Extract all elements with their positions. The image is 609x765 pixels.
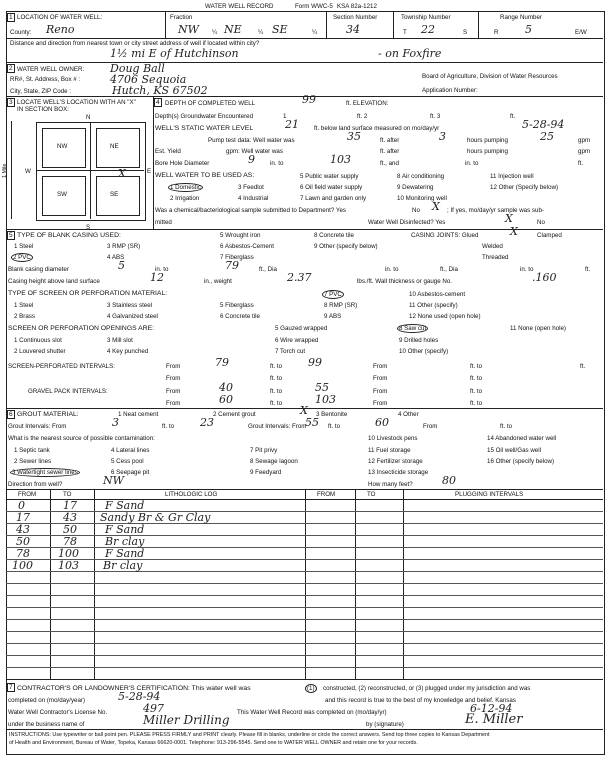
grout-bentonite[interactable]: 3 Bentonite xyxy=(316,411,348,418)
log-rule xyxy=(6,511,603,512)
grout-int-label-2: Grout Intervals: From xyxy=(248,423,307,430)
screen-asbestos[interactable]: 10 Asbestos-cement xyxy=(409,291,466,298)
grout-label: GROUT MATERIAL: xyxy=(17,411,79,418)
chem-tail: ; If yes, mo/day/yr sample was sub- xyxy=(447,207,544,214)
log-desc[interactable]: Br clay xyxy=(103,559,143,572)
location-label: LOCATION OF WATER WELL: xyxy=(17,14,103,21)
business-name[interactable]: Miller Drilling xyxy=(143,713,230,727)
casing-in-to-3: in. to xyxy=(520,266,534,273)
src-cesspool[interactable]: 5 Cess pool xyxy=(111,458,144,465)
static-tail: ft. below land surface measured on mo/day/yr xyxy=(314,125,440,132)
log-from[interactable]: 43 xyxy=(16,523,30,536)
section-number-3: 3 xyxy=(9,99,13,106)
section-number-1: 1 xyxy=(9,14,13,21)
gp2-from[interactable]: 60 xyxy=(219,393,233,406)
joints-clamped[interactable]: Clamped xyxy=(537,232,562,239)
west-label: W xyxy=(25,168,31,175)
owner-address[interactable]: 4706 Sequoia xyxy=(110,73,187,86)
gw-3: ft. 3 xyxy=(430,113,441,120)
grout-i2-to[interactable]: 60 xyxy=(375,416,389,429)
log-rule xyxy=(6,607,603,608)
log-desc[interactable]: F Sand xyxy=(105,499,145,512)
casing-pvc-text: 2 PVC xyxy=(13,254,31,261)
section-label: Section Number xyxy=(333,14,378,21)
direction-value[interactable]: NW xyxy=(103,474,124,487)
casing-asbestos[interactable]: 6 Asbestos-Cement xyxy=(220,243,274,250)
distance-label: Distance and direction from nearest town or city street address of well if located within city? xyxy=(10,40,260,47)
log-rule xyxy=(6,547,603,548)
use-feedlot[interactable]: 3 Feedlot xyxy=(238,184,264,191)
gpm-label: gpm xyxy=(578,137,591,144)
grout-i1-from[interactable]: 3 xyxy=(112,416,119,429)
spi-from-label-4: From xyxy=(373,375,388,382)
screen-brass[interactable]: 2 Brass xyxy=(14,313,35,320)
casing-ft-dia-2: ft., Dia xyxy=(440,266,458,273)
gp-label: GRAVEL PACK INTERVALS: xyxy=(28,388,108,395)
casing-to[interactable]: 79 xyxy=(225,259,239,272)
cert-opt-tail: constructed, (2) reconstructed, or (3) plugged under my jurisdiction and was xyxy=(323,685,531,692)
contamination-label: What is the nearest source of possible contamination: xyxy=(8,435,155,442)
pump-after: ft. after xyxy=(380,137,400,144)
log-desc[interactable]: F Sand xyxy=(105,547,145,560)
src-watertight-text: 3 Watertight sewer lines xyxy=(12,469,78,476)
opening-mill[interactable]: 3 Mill slot xyxy=(107,337,133,344)
casing-ft-dia: ft., Dia xyxy=(259,266,277,273)
gp-from-label-3: From xyxy=(166,400,181,407)
board-label: Board of Agriculture, Division of Water Resources xyxy=(422,73,558,80)
casing-diam-label: Blank casing diameter xyxy=(8,266,69,273)
src-feedyard[interactable]: 9 Feedyard xyxy=(250,469,282,476)
bore-to[interactable]: 103 xyxy=(330,153,351,166)
spi-from-label: From xyxy=(166,363,181,370)
static-level-label: WELL'S STATIC WATER LEVEL xyxy=(155,125,254,132)
casing-in-to: in. to xyxy=(155,266,169,273)
depth-label: DEPTH OF COMPLETED WELL xyxy=(165,100,256,107)
log-desc[interactable]: Sandy Br & Gr Clay xyxy=(100,511,211,524)
completed-tail: and this record is true to the best of my knowledge and belief. Kansas xyxy=(325,697,516,704)
src-lateral[interactable]: 4 Lateral lines xyxy=(111,447,150,454)
quad-nw: NW xyxy=(57,143,68,150)
cert-opt1[interactable] xyxy=(305,685,317,692)
src-oilgas[interactable]: 15 Oil well/Gas well xyxy=(487,447,541,454)
log-rule xyxy=(6,631,603,632)
log-desc[interactable]: Br clay xyxy=(105,535,145,548)
spi-ft-to-4: ft. to xyxy=(470,375,483,382)
log-rule xyxy=(6,595,603,596)
spi-from-label-3: From xyxy=(166,375,181,382)
county-label: County: xyxy=(10,29,32,36)
log-rule xyxy=(6,655,603,656)
opening-key[interactable]: 4 Key punched xyxy=(107,348,149,355)
chem-no[interactable]: No xyxy=(412,207,420,214)
elevation-label: ft. ELEVATION: xyxy=(346,100,389,107)
signature[interactable]: E. Miller xyxy=(465,712,523,727)
spi-from-label-2: From xyxy=(373,363,388,370)
opening-saw-text: 8 Saw cut xyxy=(399,325,427,332)
application-label: Application Number: xyxy=(422,87,478,94)
casing-pvc[interactable] xyxy=(11,254,33,261)
gp-from-label-2: From xyxy=(373,388,388,395)
casing-fiberglass[interactable]: 7 Fiberglass xyxy=(220,254,254,261)
screen-concrete[interactable]: 6 Concrete tile xyxy=(220,313,260,320)
screen-other[interactable]: 11 Other (specify) xyxy=(409,302,458,309)
static-date[interactable]: 5-28-94 xyxy=(522,118,565,131)
log-from[interactable]: 100 xyxy=(12,559,33,572)
completed-label: completed on (mo/day/year) xyxy=(8,697,86,704)
use-oilfield[interactable]: 6 Oil field water supply xyxy=(300,184,363,191)
log-rule xyxy=(6,619,603,620)
east-label: E xyxy=(147,168,152,175)
quarter-mark: ¼ xyxy=(258,29,264,36)
screen-pvc[interactable] xyxy=(322,291,344,298)
weight-lbs-label: lbs./ft. Wall thickness or gauge No. xyxy=(357,278,453,285)
grout-from-3: From xyxy=(423,423,438,430)
gp2-to[interactable]: 103 xyxy=(315,393,336,406)
record-label: This Water Well Record was completed on (mo/day/yr) xyxy=(237,709,387,716)
section-number-4: 4 xyxy=(156,99,160,106)
screen-none[interactable]: 12 None used (open hole) xyxy=(409,313,481,320)
gw-1: 1 xyxy=(283,113,287,120)
use-injection[interactable]: 11 Injection well xyxy=(490,173,534,180)
weight-value[interactable]: 2.37 xyxy=(287,271,312,284)
gp-ft-to-2: ft. to xyxy=(470,388,483,395)
quad-ne: NE xyxy=(110,143,119,150)
gp-from-label: From xyxy=(166,388,181,395)
pump-label: Pump test data: Well water was xyxy=(208,137,295,144)
spi-ft-to-3: ft. to xyxy=(270,375,283,382)
gp-ft-to-3: ft. to xyxy=(270,400,283,407)
src-septic[interactable]: 1 Septic tank xyxy=(14,447,50,454)
casing-diam[interactable]: 5 xyxy=(118,259,125,272)
distance-value-2[interactable]: - on Foxfire xyxy=(378,47,442,60)
bore-ft: ft. xyxy=(578,160,584,167)
section-number-5: 5 xyxy=(9,232,13,239)
range-r: R xyxy=(494,29,499,36)
fraction-3[interactable]: SE xyxy=(272,23,288,36)
fraction-2[interactable]: NE xyxy=(224,23,242,36)
bore-value[interactable]: 9 xyxy=(248,153,255,166)
src-livestock[interactable]: 10 Livestock pens xyxy=(368,435,418,442)
township-value[interactable]: 22 xyxy=(421,23,435,36)
screen-fiberglass[interactable]: 5 Fiberglass xyxy=(220,302,254,309)
opening-other[interactable]: 10 Other (specify) xyxy=(399,348,449,355)
use-domestic-text: 1 Domestic xyxy=(170,184,201,191)
gw-ft: ft. xyxy=(510,113,516,120)
gauge-value[interactable]: .160 xyxy=(532,271,557,284)
bore-in-to: in. to xyxy=(270,160,284,167)
quad-se: SE xyxy=(110,191,119,198)
chem-label: Was a chemical/bacteriological sample submitted to Department? Yes xyxy=(155,207,346,214)
casing-steel[interactable]: 1 Steel xyxy=(14,243,34,250)
spi-from[interactable]: 79 xyxy=(215,356,229,369)
log-to[interactable]: 17 xyxy=(63,499,77,512)
locate-label: LOCATE WELL'S LOCATION WITH AN "X" IN SECTION BOX: xyxy=(17,99,136,113)
hours-pumping-label: hours pumping xyxy=(467,137,508,144)
use-domestic[interactable] xyxy=(168,184,203,191)
chem-mitted: mitted xyxy=(155,219,172,226)
log-rule xyxy=(6,643,603,644)
cert-label: CONTRACTOR'S OR LANDOWNER'S CERTIFICATION: This water well was xyxy=(17,685,251,692)
src-sewer[interactable]: 2 Sewer lines xyxy=(14,458,52,465)
joints-glued-x[interactable]: X xyxy=(510,225,518,238)
quarter-mark: ¼ xyxy=(212,29,218,36)
log-from[interactable]: 50 xyxy=(16,535,30,548)
log-to[interactable]: 78 xyxy=(63,535,77,548)
pump-value[interactable]: 35 xyxy=(347,130,361,143)
plug-to-header: TO xyxy=(367,491,376,498)
src-insecticide[interactable]: 13 Insecticide storage xyxy=(368,469,429,476)
owner-name[interactable]: Doug Ball xyxy=(110,62,165,75)
log-rule xyxy=(6,583,603,584)
casing-ft: ft. xyxy=(585,266,591,273)
disinfected-x[interactable]: X xyxy=(505,212,513,225)
casing-wrought[interactable]: 5 Wrought iron xyxy=(220,232,261,239)
direction-label: Direction from well? xyxy=(8,481,63,488)
height-label: Casing height above land surface xyxy=(8,278,100,285)
opening-none[interactable]: 11 None (open hole) xyxy=(510,325,566,332)
groundwater-label: Depth(s) Groundwater Encountered xyxy=(155,113,254,120)
quad-sw: SW xyxy=(57,191,67,198)
src-fuel[interactable]: 11 Fuel storage xyxy=(368,447,411,454)
log-to-header: TO xyxy=(63,491,72,498)
range-label: Range Number xyxy=(500,14,542,21)
log-from[interactable]: 17 xyxy=(16,511,30,524)
use-label: WELL WATER TO BE USED AS: xyxy=(155,172,255,179)
log-to[interactable]: 43 xyxy=(63,511,77,524)
use-other[interactable]: 12 Other (Specify below) xyxy=(490,184,559,191)
quarter-mark: ¼ xyxy=(312,29,318,36)
city-label: City, State, ZIP Code : xyxy=(10,88,71,95)
static-level-value[interactable]: 21 xyxy=(285,118,299,131)
section-number-2: 2 xyxy=(9,65,13,72)
grout-cement[interactable]: 2 Cement grout xyxy=(213,411,256,418)
src-lagoon[interactable]: 8 Sewage lagoon xyxy=(250,458,298,465)
opening-continuous[interactable]: 1 Continuous slot xyxy=(14,337,62,344)
log-from[interactable]: 0 xyxy=(18,499,25,512)
gw-2: ft. 2 xyxy=(357,113,368,120)
south-label: S xyxy=(86,224,91,231)
height-value[interactable]: 12 xyxy=(150,271,164,284)
range-ew[interactable]: E/W xyxy=(575,29,587,36)
pump-hours[interactable]: 3 xyxy=(439,130,446,143)
plug-header: PLUGGING INTERVALS xyxy=(455,491,524,498)
cert-opt1-text: (1) xyxy=(307,685,315,692)
log-from-header: FROM xyxy=(18,491,37,498)
height-in-weight: in., weight xyxy=(204,278,232,285)
owner-label: WATER WELL OWNER: xyxy=(17,66,85,73)
feet-value[interactable]: 80 xyxy=(442,474,456,487)
use-dewatering[interactable]: 9 Dewatering xyxy=(397,184,434,191)
township-s: S xyxy=(463,29,468,36)
gp-ft-to: ft. to xyxy=(270,388,283,395)
screen-stainless[interactable]: 3 Stainless steel xyxy=(107,302,153,309)
joints-threaded[interactable]: Threaded xyxy=(482,254,509,261)
grout-bentonite-x[interactable]: X xyxy=(300,404,308,417)
spi-ft-to-2: ft. to xyxy=(470,363,483,370)
form-title: WATER WELL RECORD xyxy=(205,3,274,10)
grout-ft-to-3: ft. to xyxy=(500,423,513,430)
location-mark[interactable]: X xyxy=(118,167,126,180)
grout-ft-to-2: ft. to xyxy=(328,423,341,430)
src-other[interactable]: 16 Other (specify below) xyxy=(487,458,555,465)
src-privy[interactable]: 7 Pit privy xyxy=(250,447,278,454)
grout-int-label: Grout Intervals: From xyxy=(8,423,67,430)
spi-to[interactable]: 99 xyxy=(308,356,322,369)
use-ac[interactable]: 8 Air conditioning xyxy=(397,173,445,180)
completed-date[interactable]: 5-28-94 xyxy=(118,690,161,703)
opening-saw[interactable] xyxy=(397,325,428,332)
disinfected-no[interactable]: No xyxy=(537,219,545,226)
casing-rmp[interactable]: 3 RMP (SR) xyxy=(107,243,141,250)
casing-in-to-2: in. to xyxy=(385,266,399,273)
opening-gauzed[interactable]: 5 Gauzed wrapped xyxy=(275,325,328,332)
casing-abs[interactable]: 4 ABS xyxy=(107,254,125,261)
src-seepage[interactable]: 6 Seepage pit xyxy=(111,469,150,476)
ksa-number: KSA 82a-1212 xyxy=(337,3,377,10)
disinfected-label: Water Well Disinfected? Yes xyxy=(368,219,446,226)
gp-from-label-4: From xyxy=(373,400,388,407)
log-rule xyxy=(6,667,603,668)
grout-i1-to[interactable]: 23 xyxy=(200,416,214,429)
log-from[interactable]: 78 xyxy=(16,547,30,560)
src-abandoned[interactable]: 14 Abandoned water well xyxy=(487,435,557,442)
instructions-line-1: INSTRUCTIONS: Use typewriter or ball point pen. PLEASE PRESS FIRMLY and PRINT clearly. Please fill in blanks, underline or circle the correct answers. Send top three copies to Kansas Department xyxy=(9,732,490,738)
section-value[interactable]: 34 xyxy=(346,23,360,36)
screen-rmp[interactable]: 8 RMP (SR) xyxy=(324,302,358,309)
yield-gpm-label: gpm xyxy=(578,148,591,155)
log-to[interactable]: 100 xyxy=(58,547,79,560)
yield-after: ft. after xyxy=(380,148,400,155)
log-rule xyxy=(6,571,603,572)
log-rule xyxy=(6,523,603,524)
screen-galvanized[interactable]: 4 Galvanized steel xyxy=(107,313,158,320)
log-to[interactable]: 103 xyxy=(58,559,79,572)
instructions-line-2: of Health and Environment, Bureau of Water, Topeka, Kansas 66620-0001. Telephone: 913-296-5545. Send one to WATER WELL OWNER and retain one for your records. xyxy=(9,740,418,746)
yield-hours-label: hours pumping xyxy=(467,148,508,155)
county-value[interactable]: Reno xyxy=(46,23,75,36)
pump-gpm[interactable]: 25 xyxy=(540,130,554,143)
casing-other[interactable]: 9 Other (specify below) xyxy=(314,243,378,250)
record-date[interactable]: 6-12-94 xyxy=(470,702,513,715)
openings-label: SCREEN OR PERFORATION OPENINGS ARE: xyxy=(8,325,155,332)
section-number-6: 6 xyxy=(9,411,13,418)
section-number-7: 7 xyxy=(9,684,13,691)
use-monitoring[interactable]: 10 Monitoring well xyxy=(397,195,447,202)
bore-and: ft., and xyxy=(380,160,399,167)
screen-pvc-text: 7 PVC xyxy=(324,291,342,298)
license-value[interactable]: 497 xyxy=(143,702,164,715)
fraction-label: Fraction xyxy=(170,14,193,21)
depth-value[interactable]: 99 xyxy=(302,93,316,106)
screen-steel[interactable]: 1 Steel xyxy=(14,302,34,309)
yield-label: Est. Yield xyxy=(155,148,181,155)
yield-tail: gpm: Well water was xyxy=(226,148,283,155)
log-desc[interactable]: F Sand xyxy=(105,523,145,536)
gp-ft-to-4: ft. to xyxy=(470,400,483,407)
screen-abs[interactable]: 9 ABS xyxy=(324,313,342,320)
screen-label: TYPE OF SCREEN OR PERFORATION MATERIAL: xyxy=(8,290,168,297)
joints-label: CASING JOINTS: Glued xyxy=(411,232,479,239)
fraction-1[interactable]: NW xyxy=(178,23,199,36)
src-fertilizer[interactable]: 12 Fertilizer storage xyxy=(368,458,423,465)
use-industrial[interactable]: 4 Industrial xyxy=(238,195,269,202)
chem-x[interactable]: X xyxy=(432,200,440,213)
license-label: Water Well Contractor's License No. xyxy=(8,709,108,716)
casing-concrete[interactable]: 8 Concrete tile xyxy=(314,232,354,239)
opening-drilled[interactable]: 9 Drilled holes xyxy=(399,337,439,344)
joints-welded[interactable]: Welded xyxy=(482,243,503,250)
log-litho-header: LITHOLOGIC LOG xyxy=(165,491,218,498)
log-rule xyxy=(6,535,603,536)
grout-ft-to: ft. to xyxy=(162,423,175,430)
gp1-from[interactable]: 40 xyxy=(219,381,233,394)
opening-torch[interactable]: 7 Torch cut xyxy=(275,348,306,355)
bore-in-to-2: in. to xyxy=(465,160,479,167)
signature-label: by (signature) xyxy=(366,721,404,728)
use-public[interactable]: 5 Public water supply xyxy=(300,173,359,180)
grout-i2-from[interactable]: 55 xyxy=(305,416,319,429)
spi-label: SCREEN-PERFORATED INTERVALS: xyxy=(8,363,115,370)
owner-city[interactable]: Hutch, KS 67502 xyxy=(112,84,208,97)
address-label: RR#, St. Address, Box # : xyxy=(10,76,81,83)
range-value[interactable]: 5 xyxy=(525,23,532,36)
use-irrigation[interactable]: 2 Irrigation xyxy=(170,195,200,202)
spi-ft-2: ft. xyxy=(580,363,586,370)
grout-neat[interactable]: 1 Neat cement xyxy=(118,411,159,418)
casing-label: TYPE OF BLANK CASING USED: xyxy=(17,232,121,239)
spi-ft-to: ft. to xyxy=(270,363,283,370)
north-label: N xyxy=(86,114,91,121)
business-label: under the business name of xyxy=(8,721,85,728)
distance-value[interactable]: 1½ mi E of Hutchinson xyxy=(110,47,239,60)
log-rule xyxy=(6,559,603,560)
plug-from-header: FROM xyxy=(317,491,336,498)
use-lawn[interactable]: 7 Lawn and garden only xyxy=(300,195,367,202)
feet-label: How many feet? xyxy=(368,481,413,488)
grout-other[interactable]: 4 Other xyxy=(398,411,419,418)
opening-louvered[interactable]: 2 Louvered shutter xyxy=(14,348,66,355)
gp1-to[interactable]: 55 xyxy=(315,381,329,394)
opening-wire[interactable]: 6 Wire wrapped xyxy=(275,337,319,344)
log-to[interactable]: 50 xyxy=(63,523,77,536)
form-number: Form WWC-5 xyxy=(295,3,333,10)
mile-label: 1 Mile xyxy=(2,163,8,178)
township-t: T xyxy=(403,29,407,36)
src-watertight[interactable] xyxy=(10,469,80,476)
township-label: Township Number xyxy=(401,14,451,21)
bore-label: Bore Hole Diameter xyxy=(155,160,210,167)
